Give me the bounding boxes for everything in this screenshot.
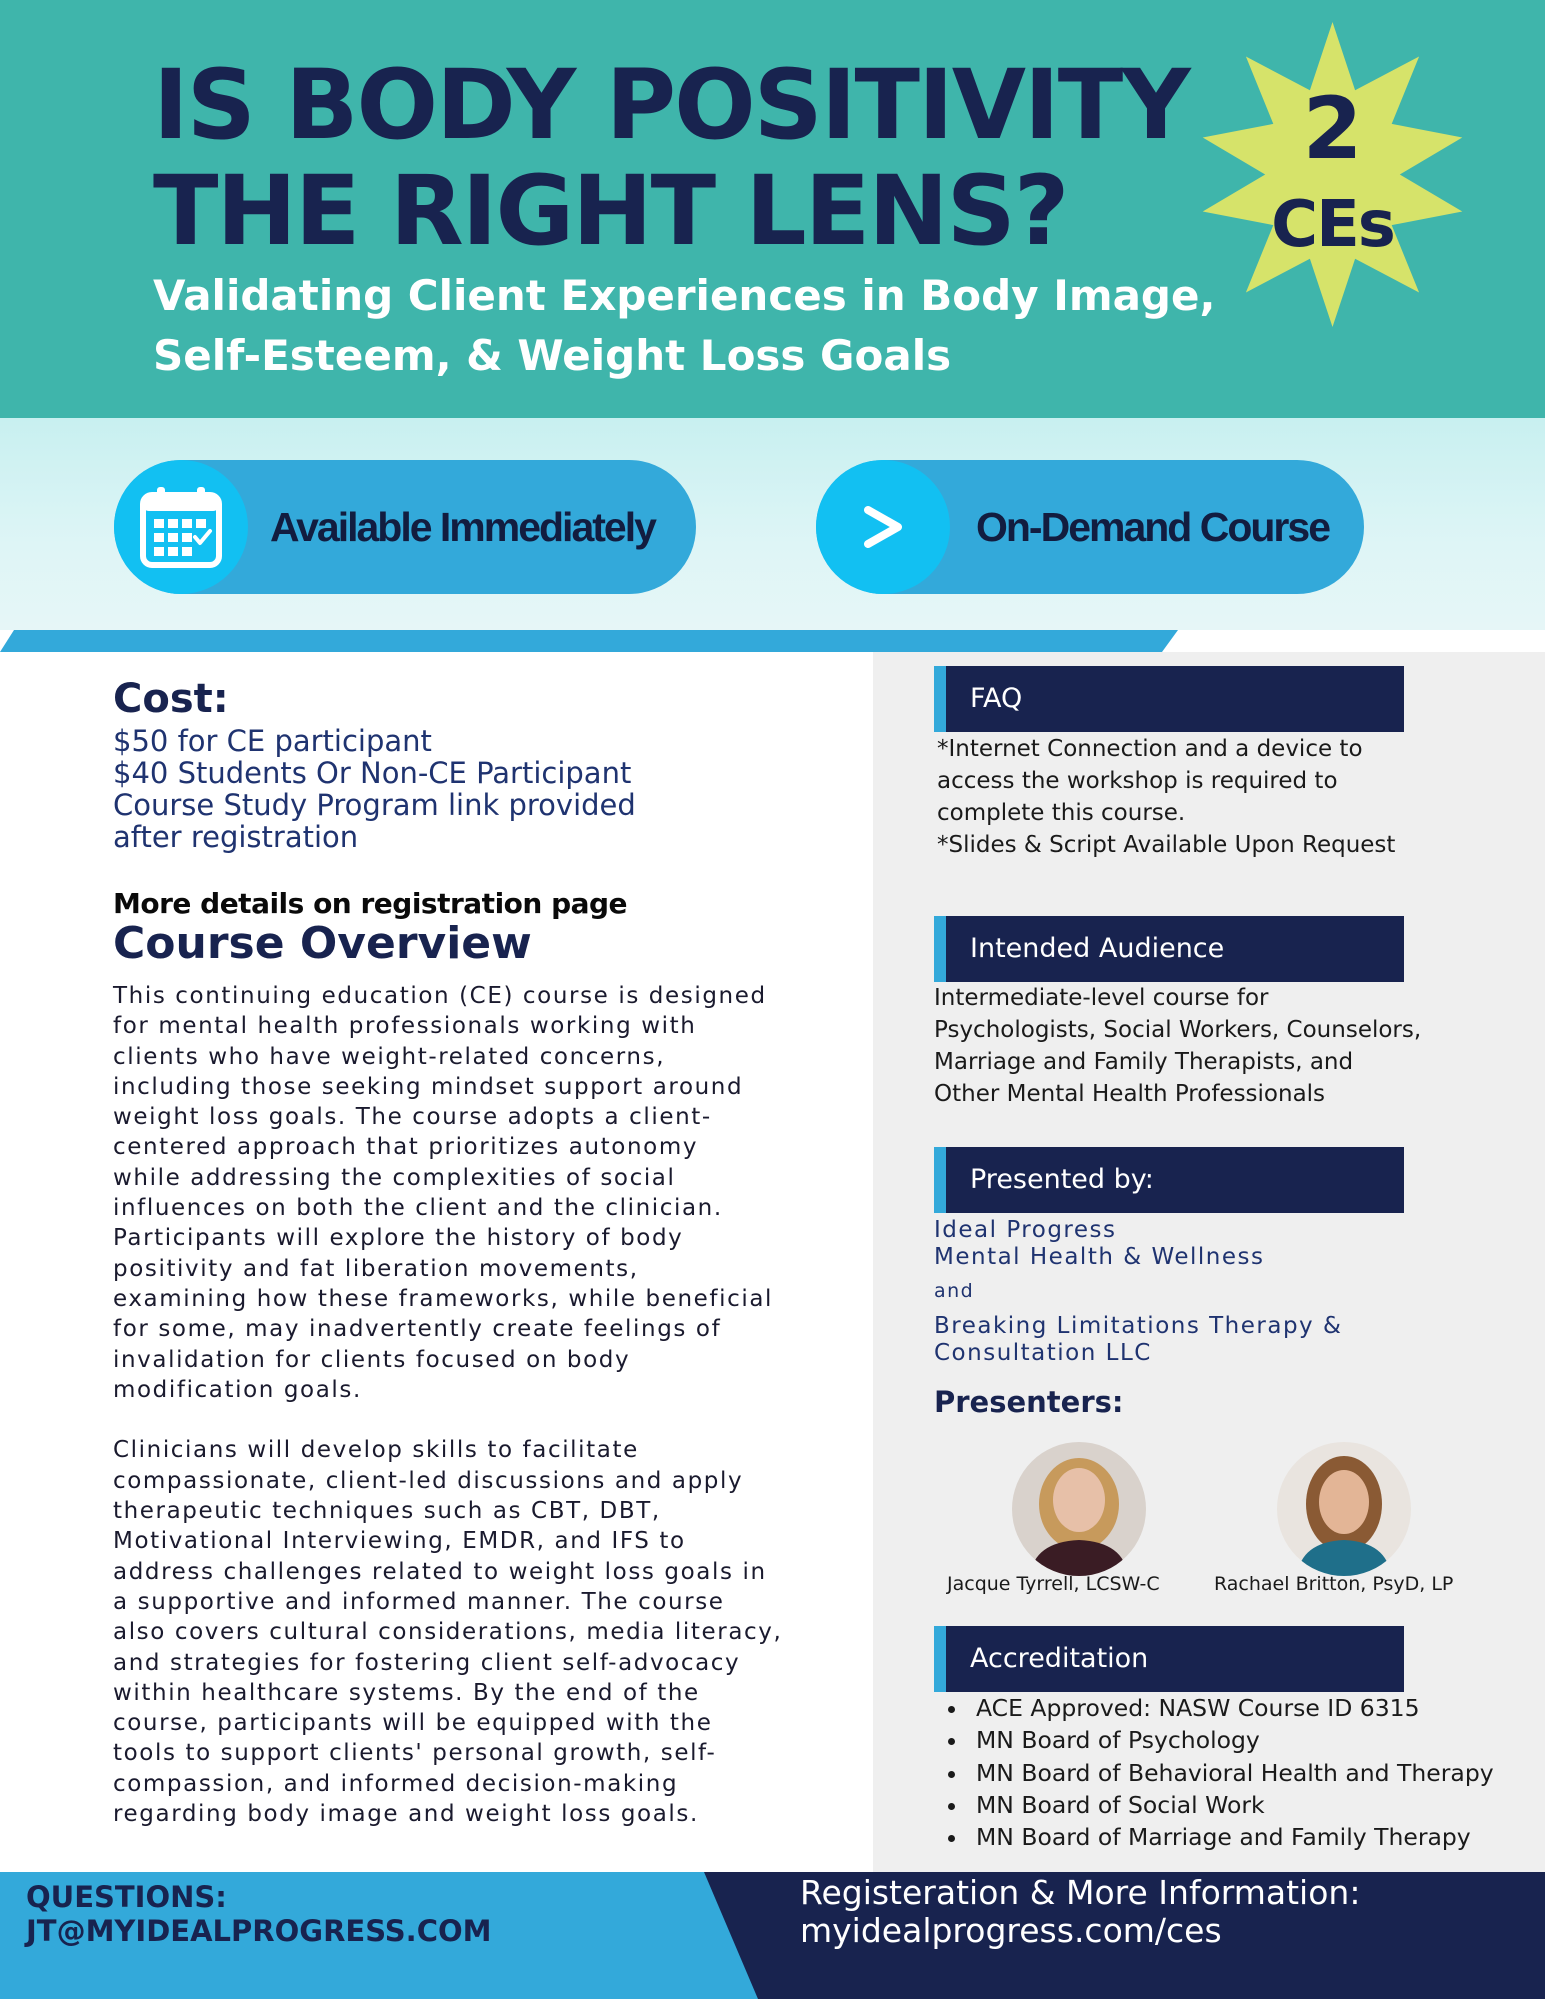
available-immediately-label: Available Immediately (270, 504, 655, 550)
overview-line: positivity and fat liberation movements, (113, 1255, 639, 1282)
presenting-and: and (934, 1280, 975, 1302)
overview-line: modification goals. (113, 1376, 362, 1403)
overview-line: This continuing education (CE) course is designed (113, 983, 767, 1009)
audience-line: Marriage and Family Therapists, and (934, 1049, 1354, 1075)
title-line-1: IS BODY POSITIVITY (153, 49, 1189, 161)
overview-line: regarding body image and weight loss goals. (113, 1801, 699, 1828)
ce-credits-number: 2 (1302, 79, 1363, 179)
paragraph-gap (113, 1405, 833, 1435)
faq-line: access the workshop is required to (937, 768, 1338, 794)
more-details-note: More details on registration page (113, 887, 628, 920)
overview-line: compassionate, client-led discussions and apply (113, 1467, 744, 1494)
overview-line: also covers cultural considerations, media literacy, (113, 1619, 783, 1646)
ce-credits-label: CEs (1271, 188, 1394, 262)
chevron-right-icon-circle (816, 460, 950, 594)
overview-line: and strategies for fostering client self-advocacy (113, 1649, 741, 1676)
accreditation-item: MN Board of Behavioral Health and Therapy (944, 1757, 1494, 1789)
registration-info (800, 1874, 1360, 1950)
presenter-name-jacque: Jacque Tyrrell, LCSW-C (947, 1573, 1160, 1595)
presenters-heading: Presenters: (934, 1385, 1124, 1419)
overview-line: course, participants will be equipped with the (113, 1710, 713, 1737)
overview-line: Clinicians will develop skills to facilitate (113, 1437, 639, 1464)
accreditation-heading: Accreditation (934, 1626, 1404, 1692)
page-title (153, 49, 1189, 267)
overview-line: for mental health professionals working with (113, 1013, 697, 1040)
page-subtitle (153, 266, 1233, 386)
cost-line: after registration (113, 820, 359, 854)
presenter-avatar-rachael (1277, 1442, 1411, 1576)
overview-line: invalidation for clients focused on body (113, 1346, 631, 1373)
contact-email-link[interactable]: JT@MYIDEALPROGRESS.COM (26, 1914, 492, 1948)
overview-line: tools to support clients' personal growth, self- (113, 1740, 717, 1767)
subtitle-line-2: Self-Esteem, & Weight Loss Goals (153, 331, 952, 380)
overview-line: weight loss goals. The course adopts a client- (113, 1104, 712, 1131)
faq-text (937, 733, 1395, 861)
overview-line: clients who have weight-related concerns, (113, 1043, 666, 1070)
available-immediately-badge (114, 460, 696, 594)
overview-line: centered approach that prioritizes autonomy (113, 1134, 699, 1161)
questions-contact (26, 1880, 492, 1948)
registration-url-link[interactable]: myidealprogress.com/ces (800, 1911, 1222, 1950)
overview-line: examining how these frameworks, while beneficial (113, 1285, 774, 1312)
overview-line: Participants will explore the history of body (113, 1225, 684, 1252)
course-overview-body (113, 981, 833, 1829)
course-overview-heading: Course Overview (113, 918, 532, 969)
overview-line: influences on both the client and the clinician. (113, 1195, 723, 1222)
presenter-avatar-jacque (1012, 1442, 1146, 1576)
overview-line: therapeutic techniques such as CBT, DBT, (113, 1498, 661, 1525)
presenting-org-1 (934, 1217, 1265, 1271)
faq-line: *Slides & Script Available Upon Request (937, 832, 1396, 858)
intended-audience-heading: Intended Audience (934, 916, 1404, 982)
overview-line: while addressing the complexities of social (113, 1164, 676, 1191)
accreditation-item: MN Board of Psychology (944, 1724, 1494, 1756)
title-line-2: THE RIGHT LENS? (153, 155, 1068, 267)
divider-stripe (0, 630, 1545, 652)
calendar-icon (138, 485, 224, 569)
calendar-icon-circle (114, 460, 248, 594)
overview-line: compassion, and informed decision-making (113, 1770, 679, 1797)
overview-line: including those seeking mindset support around (113, 1073, 744, 1100)
cost-heading: Cost: (113, 676, 229, 722)
cost-line: $50 for CE participant (113, 724, 432, 758)
overview-line: within healthcare systems. By the end of the (113, 1679, 700, 1706)
subtitle-line-1: Validating Client Experiences in Body Image, (153, 271, 1216, 320)
faq-heading: FAQ (934, 666, 1404, 732)
questions-label: QUESTIONS: (26, 1880, 227, 1914)
accreditation-item: MN Board of Social Work (944, 1789, 1494, 1821)
accreditation-list (944, 1692, 1494, 1853)
cost-line: Course Study Program link provided (113, 788, 636, 822)
audience-line: Psychologists, Social Workers, Counselors, (934, 1017, 1422, 1043)
accreditation-item: MN Board of Marriage and Family Therapy (944, 1821, 1494, 1853)
cost-line: $40 Students Or Non-CE Participant (113, 756, 632, 790)
org-line: Mental Health & Wellness (934, 1244, 1265, 1270)
cost-details (113, 725, 636, 853)
presented-by-heading: Presented by: (934, 1147, 1404, 1213)
registration-label: Registeration & More Information: (800, 1873, 1361, 1912)
org-line: Breaking Limitations Therapy & (934, 1313, 1343, 1339)
faq-line: *Internet Connection and a device to (937, 736, 1363, 762)
presenting-org-2 (934, 1313, 1342, 1367)
on-demand-course-label: On-Demand Course (976, 504, 1329, 550)
accreditation-item: ACE Approved: NASW Course ID 6315 (944, 1692, 1494, 1724)
chevron-right-icon (858, 502, 908, 552)
presenter-name-rachael: Rachael Britton, PsyD, LP (1214, 1573, 1454, 1595)
org-line: Consultation LLC (934, 1340, 1152, 1366)
audience-line: Other Mental Health Professionals (934, 1081, 1326, 1107)
org-line: Ideal Progress (934, 1217, 1117, 1243)
ce-credits-badge (1180, 22, 1485, 327)
audience-line: Intermediate-level course for (934, 985, 1269, 1011)
overview-line: a supportive and informed manner. The course (113, 1588, 725, 1615)
overview-line: address challenges related to weight loss goals in (113, 1558, 767, 1585)
overview-line: for some, may inadvertently create feelings of (113, 1316, 722, 1343)
faq-line: complete this course. (937, 800, 1186, 826)
intended-audience-text (934, 982, 1421, 1110)
overview-line: Motivational Interviewing, EMDR, and IFS to (113, 1528, 686, 1555)
on-demand-course-badge (816, 460, 1364, 594)
